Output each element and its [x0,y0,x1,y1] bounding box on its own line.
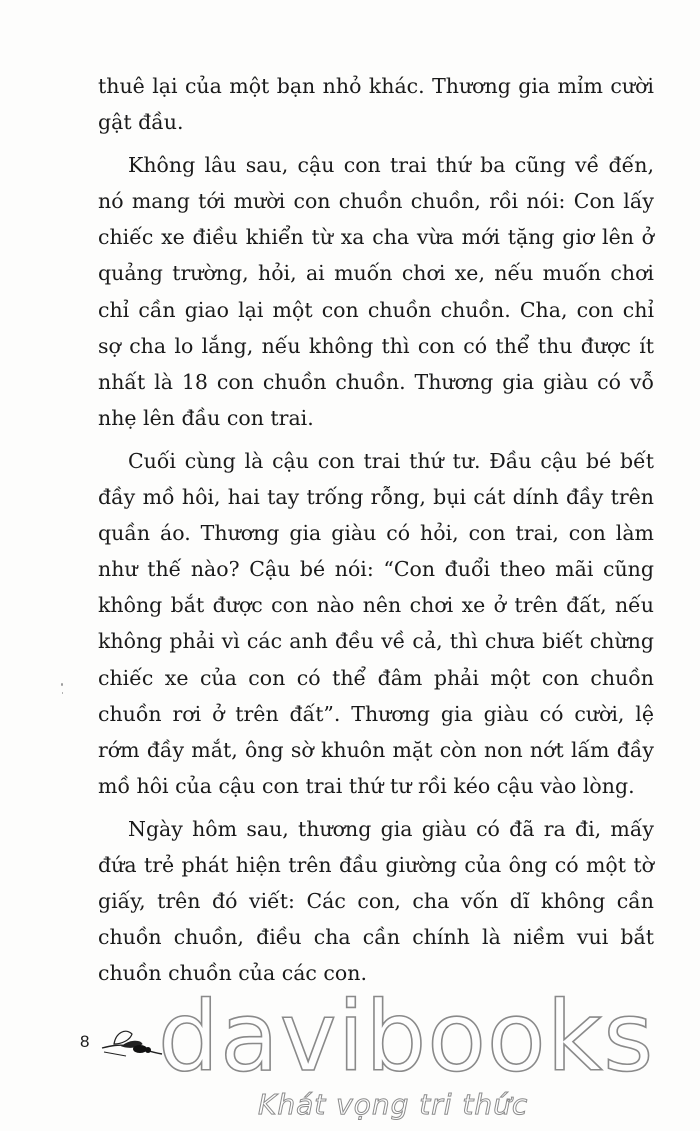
paper-speck [61,683,63,686]
watermark-brand: davibooks [158,981,655,1093]
paragraph-1: thuê lại của một bạn nhỏ khác. Thương gia mỉm cười gật đầu. [98,74,654,135]
page-number: 8 [80,1032,90,1051]
paragraph-3: Cuối cùng là cậu con trai thứ tư. Đầu cậu bé bết đầy mồ hôi, hai tay trống rỗng, bụi cát dính đầy trên quần áo. Thương gia giàu có hỏi, con trai, con làm như thế nào? Cậu bé nói: “Con đuổi theo mãi cũng không bắt được con nào nên chơi xe ở trên đất, nếu không phải vì các anh đều về cả, thì chưa biết chừng chiếc xe của con có thể đâm phải một con chuồn chuồn rơi ở trên đất”. Thương gia giàu có cười, lệ rớm đầy mắt, ông sờ khuôn mặt còn non nớt lấm đầy mồ hôi của cậu con trai thứ tư rồi kéo cậu vào lòng. [98,448,654,798]
paper-speck [62,692,63,694]
dragonfly-ornament-icon [96,1022,166,1062]
paragraph-2: Không lâu sau, cậu con trai thứ ba cũng về đến, nó mang tới mười con chuồn chuồn, rồi nói: Con lấy chiếc xe điều khiển từ xa cha vừa mới tặng giơ lên ở quảng trường, hỏi, ai muốn chơi xe, nếu muốn chơi chỉ cần giao lại một con chuồn chuồn. Cha, con chỉ sợ cha lo lắng, nếu không thì con có thể thu được ít nhất là 18 con chuồn chuồn. Thương gia giàu có vỗ nhẹ lên đầu con trai. [98,153,654,430]
watermark-tagline: Khát vọng tri thức [258,1088,529,1121]
body-text [98,68,654,998]
watermark-logo [158,981,655,1093]
paragraph-4: Ngày hôm sau, thương gia giàu có đã ra đi, mấy đứa trẻ phát hiện trên đầu giường của ông có một tờ giấy, trên đó viết: Các con, cha vốn dĩ không cần chuồn chuồn, điều cha cần chính là niềm vui bắt chuồn chuồn của các con. [98,816,654,986]
